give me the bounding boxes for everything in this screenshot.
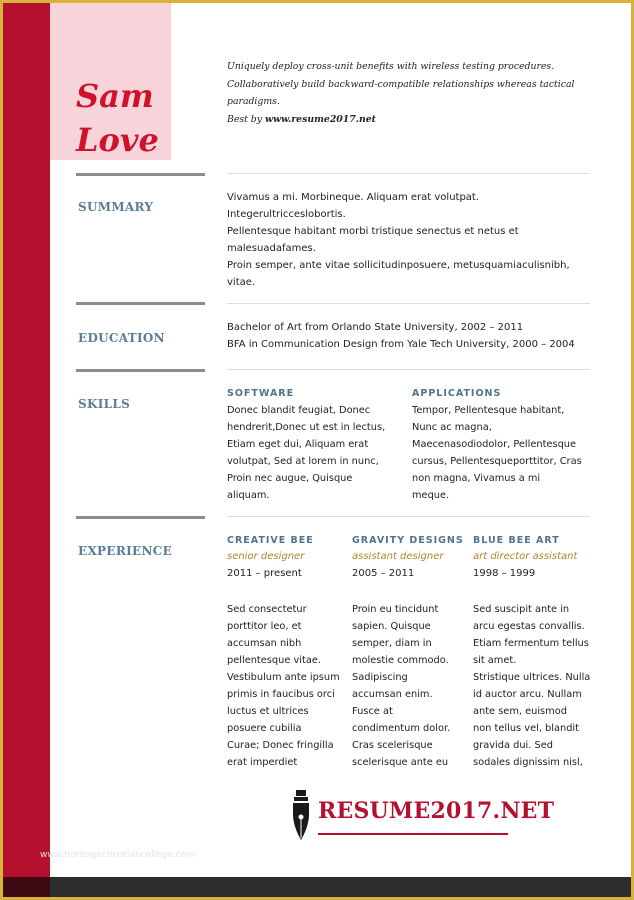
summary-content-rule <box>227 173 590 174</box>
skill-line: aliquam. <box>227 490 270 501</box>
first-name: Sam <box>76 77 154 115</box>
job-line: posuere cubilia <box>227 723 302 734</box>
skill-line: cursus, Pellentesqueporttitor, Cras <box>412 456 582 467</box>
education-line: Bachelor of Art from Orlando State University, 2002 – 2011 <box>227 322 524 333</box>
skills-applications-heading: APPLICATIONS <box>412 388 502 399</box>
summary-text <box>227 189 570 291</box>
job-line: Etiam fermentum tellus <box>473 638 589 649</box>
skill-line: Nunc ac magna, <box>412 422 492 433</box>
job-line: Fusce at <box>352 706 393 717</box>
experience-content-rule <box>227 516 590 517</box>
candidate-name <box>76 74 159 162</box>
job-line: Cras scelerisque <box>352 740 433 751</box>
skills-heading: SKILLS <box>78 397 131 411</box>
job-role: assistant designer <box>352 551 444 562</box>
job-line: Sadipiscing <box>352 672 408 683</box>
summary-line: Pellentesque habitant morbi tristique senectus et netus et <box>227 226 519 237</box>
summary-line: vitae. <box>227 277 256 288</box>
skill-line: Donec blandit feugiat, Donec <box>227 405 371 416</box>
summary-label-rule <box>76 173 205 176</box>
last-name: Love <box>76 121 159 159</box>
job-dates: 1998 – 1999 <box>473 568 536 579</box>
job-line: Sed consectetur <box>227 604 307 615</box>
job-line: sapien. Quisque <box>352 621 431 632</box>
job-dates: 2005 – 2011 <box>352 568 415 579</box>
job-line: semper, diam in <box>352 638 432 649</box>
left-accent-bar <box>3 3 50 877</box>
education-line: BFA in Communication Design from Yale Tech University, 2000 – 2004 <box>227 339 575 350</box>
job-line: Vestibulum ante ipsum <box>227 672 340 683</box>
summary-line: Vivamus a mi. Morbineque. Aliquam erat volutpat. <box>227 192 480 203</box>
job-line: gravida dui. Sed <box>473 740 553 751</box>
intro-text <box>227 58 597 128</box>
intro-line: Collaboratively build backward-compatible relationships whereas tactical <box>227 78 575 90</box>
fountain-pen-nib-icon <box>290 790 312 842</box>
intro-credit <box>227 111 597 129</box>
job-line: non tellus vel, blandit <box>473 723 579 734</box>
skills-software-list <box>227 402 385 504</box>
summary-line: malesuadafames. <box>227 243 316 254</box>
skills-applications-list <box>412 402 582 504</box>
logo-underline <box>318 833 508 835</box>
job-line: scelerisque ante eu <box>352 757 449 768</box>
experience-label-rule <box>76 516 205 519</box>
job-line: Curae; Donec fringilla <box>227 740 334 751</box>
footer-band <box>3 877 631 897</box>
job-description <box>473 601 590 771</box>
summary-line: Integerultricceslobortis. <box>227 209 346 220</box>
job-line: ante sem, euismod <box>473 706 567 717</box>
job-line: Sed suscipit ante in <box>473 604 570 615</box>
job-line: sit amet. <box>473 655 517 666</box>
education-label-rule <box>76 302 205 305</box>
skill-line: volutpat, Sed at lorem in nunc, <box>227 456 379 467</box>
credit-link[interactable]: www.resume2017.net <box>264 113 376 125</box>
job-line: erat imperdiet <box>227 757 298 768</box>
summary-heading: SUMMARY <box>78 200 154 214</box>
education-text <box>227 319 575 353</box>
job-company: BLUE BEE ART <box>473 535 560 546</box>
job-line: accumsan enim. <box>352 689 433 700</box>
job-line: luctus et ultrices <box>227 706 309 717</box>
job-line: accumsan nibh <box>227 638 302 649</box>
experience-heading: EXPERIENCE <box>78 544 173 558</box>
credit-prefix: Best by <box>227 113 265 125</box>
job-line: primis in faucibus orci <box>227 689 335 700</box>
summary-line: Proin semper, ante vitae sollicitudinposuere, metusquamiaculisnibh, <box>227 260 570 271</box>
education-content-rule <box>227 303 590 304</box>
job-line: pellentesque vitae. <box>227 655 321 666</box>
logo-text[interactable]: RESUME2017.NET <box>318 798 555 824</box>
skill-line: non magna, Vivamus a mi <box>412 473 541 484</box>
intro-line: paradigms. <box>227 96 280 107</box>
skill-line: Proin nec augue, Quisque <box>227 473 353 484</box>
job-description <box>352 601 450 771</box>
job-line: Proin eu tincidunt <box>352 604 439 615</box>
job-line: porttitor leo, et <box>227 621 302 632</box>
job-dates: 2011 – present <box>227 568 302 579</box>
job-description <box>227 601 340 771</box>
skill-line: Maecenasodiodolor, Pellentesque <box>412 439 577 450</box>
watermark: www.heritagechristiancollege.com <box>40 850 195 860</box>
skills-label-rule <box>76 369 205 372</box>
job-line: sodales dignissim nisl, <box>473 757 583 768</box>
job-role: senior designer <box>227 551 305 562</box>
skills-software-heading: SOFTWARE <box>227 388 295 399</box>
job-line: id auctor arcu. Nullam <box>473 689 582 700</box>
intro-line: Uniquely deploy cross-unit benefits with wireless testing procedures. <box>227 61 555 72</box>
skill-line: hendrerit,Donec ut est in lectus, <box>227 422 386 433</box>
skills-content-rule <box>227 369 590 370</box>
footer-accent <box>3 877 50 897</box>
job-company: CREATIVE BEE <box>227 535 314 546</box>
job-role: art director assistant <box>473 551 578 562</box>
job-line: molestie commodo. <box>352 655 449 666</box>
job-company: GRAVITY DESIGNS <box>352 535 464 546</box>
skill-line: Tempor, Pellentesque habitant, <box>412 405 565 416</box>
job-line: Stristique ultrices. Nulla <box>473 672 591 683</box>
skill-line: meque. <box>412 490 450 501</box>
job-line: arcu egestas convallis. <box>473 621 585 632</box>
skill-line: Etiam eget dui, Aliquam erat <box>227 439 369 450</box>
job-line: condimentum dolor. <box>352 723 451 734</box>
education-heading: EDUCATION <box>78 331 165 345</box>
